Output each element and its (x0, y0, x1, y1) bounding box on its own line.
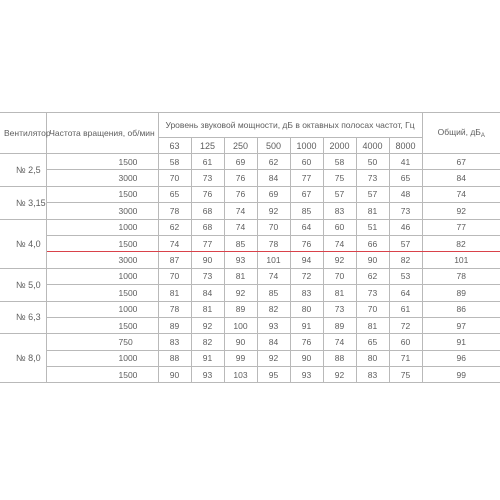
level-cell: 85 (257, 285, 290, 301)
level-cell: 62 (257, 154, 290, 170)
sound-power-table (0, 112, 500, 383)
level-cell: 89 (224, 301, 257, 317)
level-cell: 76 (290, 334, 323, 350)
level-cell: 82 (389, 252, 422, 268)
level-cell: 81 (356, 203, 389, 219)
level-cell: 64 (389, 285, 422, 301)
total-cell: 97 (422, 317, 500, 333)
level-cell: 85 (224, 235, 257, 251)
table-row (0, 219, 500, 235)
level-cell: 85 (290, 203, 323, 219)
level-cell: 67 (290, 186, 323, 202)
fan-model-cell: № 5,0 (0, 268, 46, 301)
level-cell: 84 (191, 285, 224, 301)
level-cell: 73 (191, 170, 224, 186)
total-cell: 82 (422, 235, 500, 251)
rpm-cell: 1000 (46, 301, 158, 317)
rpm-cell: 1500 (46, 235, 158, 251)
level-cell: 83 (356, 367, 389, 383)
level-cell: 82 (191, 334, 224, 350)
level-cell: 72 (389, 317, 422, 333)
level-cell: 100 (224, 317, 257, 333)
total-cell: 84 (422, 170, 500, 186)
level-cell: 81 (224, 268, 257, 284)
level-cell: 90 (356, 252, 389, 268)
band-header-63: 63 (158, 138, 191, 154)
level-cell: 82 (257, 301, 290, 317)
total-cell: 77 (422, 219, 500, 235)
level-cell: 89 (158, 317, 191, 333)
level-cell: 64 (290, 219, 323, 235)
level-cell: 88 (158, 350, 191, 366)
table-row (0, 170, 500, 186)
level-cell: 48 (389, 186, 422, 202)
noise-table-container (0, 112, 500, 383)
fan-model-cell: № 6,3 (0, 301, 46, 334)
band-header-2000: 2000 (323, 138, 356, 154)
level-cell: 83 (323, 203, 356, 219)
level-cell: 84 (257, 334, 290, 350)
level-cell: 70 (323, 268, 356, 284)
level-cell: 50 (356, 154, 389, 170)
level-cell: 65 (356, 334, 389, 350)
rpm-cell: 1500 (46, 186, 158, 202)
total-cell: 67 (422, 154, 500, 170)
level-cell: 81 (158, 285, 191, 301)
level-cell: 73 (389, 203, 422, 219)
level-cell: 81 (356, 317, 389, 333)
level-cell: 90 (191, 252, 224, 268)
level-cell: 87 (158, 252, 191, 268)
header-total: Общий, $дБ_А$ (422, 113, 500, 154)
level-cell: 57 (356, 186, 389, 202)
level-cell: 95 (257, 367, 290, 383)
level-cell: 90 (290, 350, 323, 366)
total-cell: 99 (422, 367, 500, 383)
table-row (0, 154, 500, 170)
level-cell: 75 (389, 367, 422, 383)
rpm-cell: 1000 (46, 219, 158, 235)
level-cell: 69 (257, 186, 290, 202)
header-sound-level: Уровень звуковой мощности, дБ в октавных полосах частот, Гц (158, 113, 422, 138)
level-cell: 73 (191, 268, 224, 284)
table-row (0, 235, 500, 251)
total-cell: 92 (422, 203, 500, 219)
level-cell: 76 (224, 186, 257, 202)
level-cell: 92 (323, 252, 356, 268)
table-row (0, 367, 500, 383)
level-cell: 92 (257, 350, 290, 366)
table-row (0, 268, 500, 284)
level-cell: 76 (224, 170, 257, 186)
level-cell: 74 (323, 235, 356, 251)
level-cell: 91 (191, 350, 224, 366)
level-cell: 89 (323, 317, 356, 333)
level-cell: 46 (389, 219, 422, 235)
level-cell: 103 (224, 367, 257, 383)
level-cell: 80 (356, 350, 389, 366)
level-cell: 74 (224, 219, 257, 235)
level-cell: 90 (158, 367, 191, 383)
level-cell: 60 (290, 154, 323, 170)
level-cell: 60 (323, 219, 356, 235)
level-cell: 77 (191, 235, 224, 251)
rpm-cell: 750 (46, 334, 158, 350)
level-cell: 94 (290, 252, 323, 268)
level-cell: 78 (158, 203, 191, 219)
level-cell: 101 (257, 252, 290, 268)
level-cell: 72 (290, 268, 323, 284)
level-cell: 58 (158, 154, 191, 170)
header-total-subscript: А (480, 133, 485, 139)
fan-model-cell: № 4,0 (0, 219, 46, 268)
total-cell: 78 (422, 268, 500, 284)
level-cell: 70 (158, 268, 191, 284)
level-cell: 57 (323, 186, 356, 202)
level-cell: 51 (356, 219, 389, 235)
total-cell: 96 (422, 350, 500, 366)
table-row (0, 285, 500, 301)
total-cell: 91 (422, 334, 500, 350)
level-cell: 81 (323, 285, 356, 301)
header-speed: Частота вращения, об/мин (46, 113, 158, 154)
level-cell: 65 (389, 170, 422, 186)
level-cell: 92 (224, 285, 257, 301)
level-cell: 53 (389, 268, 422, 284)
level-cell: 88 (323, 350, 356, 366)
level-cell: 93 (257, 317, 290, 333)
table-row (0, 334, 500, 350)
table-body (0, 154, 500, 383)
band-header-250: 250 (224, 138, 257, 154)
level-cell: 91 (290, 317, 323, 333)
total-cell: 89 (422, 285, 500, 301)
level-cell: 58 (323, 154, 356, 170)
header-fan: Вентилятор (0, 113, 46, 154)
level-cell: 70 (356, 301, 389, 317)
table-row (0, 301, 500, 317)
level-cell: 83 (290, 285, 323, 301)
level-cell: 75 (323, 170, 356, 186)
fan-model-cell: № 2,5 (0, 154, 46, 187)
rpm-cell: 1500 (46, 154, 158, 170)
level-cell: 92 (191, 317, 224, 333)
level-cell: 74 (257, 268, 290, 284)
level-cell: 74 (224, 203, 257, 219)
level-cell: 73 (356, 285, 389, 301)
rpm-cell: 1500 (46, 367, 158, 383)
level-cell: 90 (224, 334, 257, 350)
level-cell: 99 (224, 350, 257, 366)
band-header-125: 125 (191, 138, 224, 154)
rpm-cell: 3000 (46, 203, 158, 219)
level-cell: 41 (389, 154, 422, 170)
level-cell: 68 (191, 219, 224, 235)
band-header-4000: 4000 (356, 138, 389, 154)
level-cell: 66 (356, 235, 389, 251)
rpm-cell: 1000 (46, 350, 158, 366)
level-cell: 60 (389, 334, 422, 350)
level-cell: 61 (389, 301, 422, 317)
level-cell: 68 (191, 203, 224, 219)
rpm-cell: 3000 (46, 170, 158, 186)
table-row (0, 252, 500, 268)
level-cell: 61 (191, 154, 224, 170)
level-cell: 70 (158, 170, 191, 186)
level-cell: 73 (323, 301, 356, 317)
level-cell: 93 (224, 252, 257, 268)
level-cell: 78 (257, 235, 290, 251)
level-cell: 70 (257, 219, 290, 235)
total-cell: 86 (422, 301, 500, 317)
level-cell: 57 (389, 235, 422, 251)
level-cell: 92 (323, 367, 356, 383)
level-cell: 76 (290, 235, 323, 251)
fan-model-cell: № 3,15 (0, 186, 46, 219)
total-cell: 101 (422, 252, 500, 268)
level-cell: 71 (389, 350, 422, 366)
level-cell: 83 (158, 334, 191, 350)
band-header-1000: 1000 (290, 138, 323, 154)
level-cell: 78 (158, 301, 191, 317)
table-row (0, 317, 500, 333)
rpm-cell: 3000 (46, 252, 158, 268)
rpm-cell: 1500 (46, 285, 158, 301)
rpm-cell: 1000 (46, 268, 158, 284)
level-cell: 92 (257, 203, 290, 219)
level-cell: 62 (356, 268, 389, 284)
level-cell: 77 (290, 170, 323, 186)
band-header-8000: 8000 (389, 138, 422, 154)
level-cell: 73 (356, 170, 389, 186)
fan-model-cell: № 8,0 (0, 334, 46, 383)
level-cell: 84 (257, 170, 290, 186)
level-cell: 69 (224, 154, 257, 170)
rpm-cell: 1500 (46, 317, 158, 333)
level-cell: 65 (158, 186, 191, 202)
level-cell: 76 (191, 186, 224, 202)
band-header-500: 500 (257, 138, 290, 154)
level-cell: 81 (191, 301, 224, 317)
table-row (0, 186, 500, 202)
level-cell: 80 (290, 301, 323, 317)
level-cell: 93 (191, 367, 224, 383)
table-row (0, 203, 500, 219)
level-cell: 74 (323, 334, 356, 350)
table-row (0, 350, 500, 366)
level-cell: 93 (290, 367, 323, 383)
total-cell: 74 (422, 186, 500, 202)
level-cell: 74 (158, 235, 191, 251)
level-cell: 62 (158, 219, 191, 235)
